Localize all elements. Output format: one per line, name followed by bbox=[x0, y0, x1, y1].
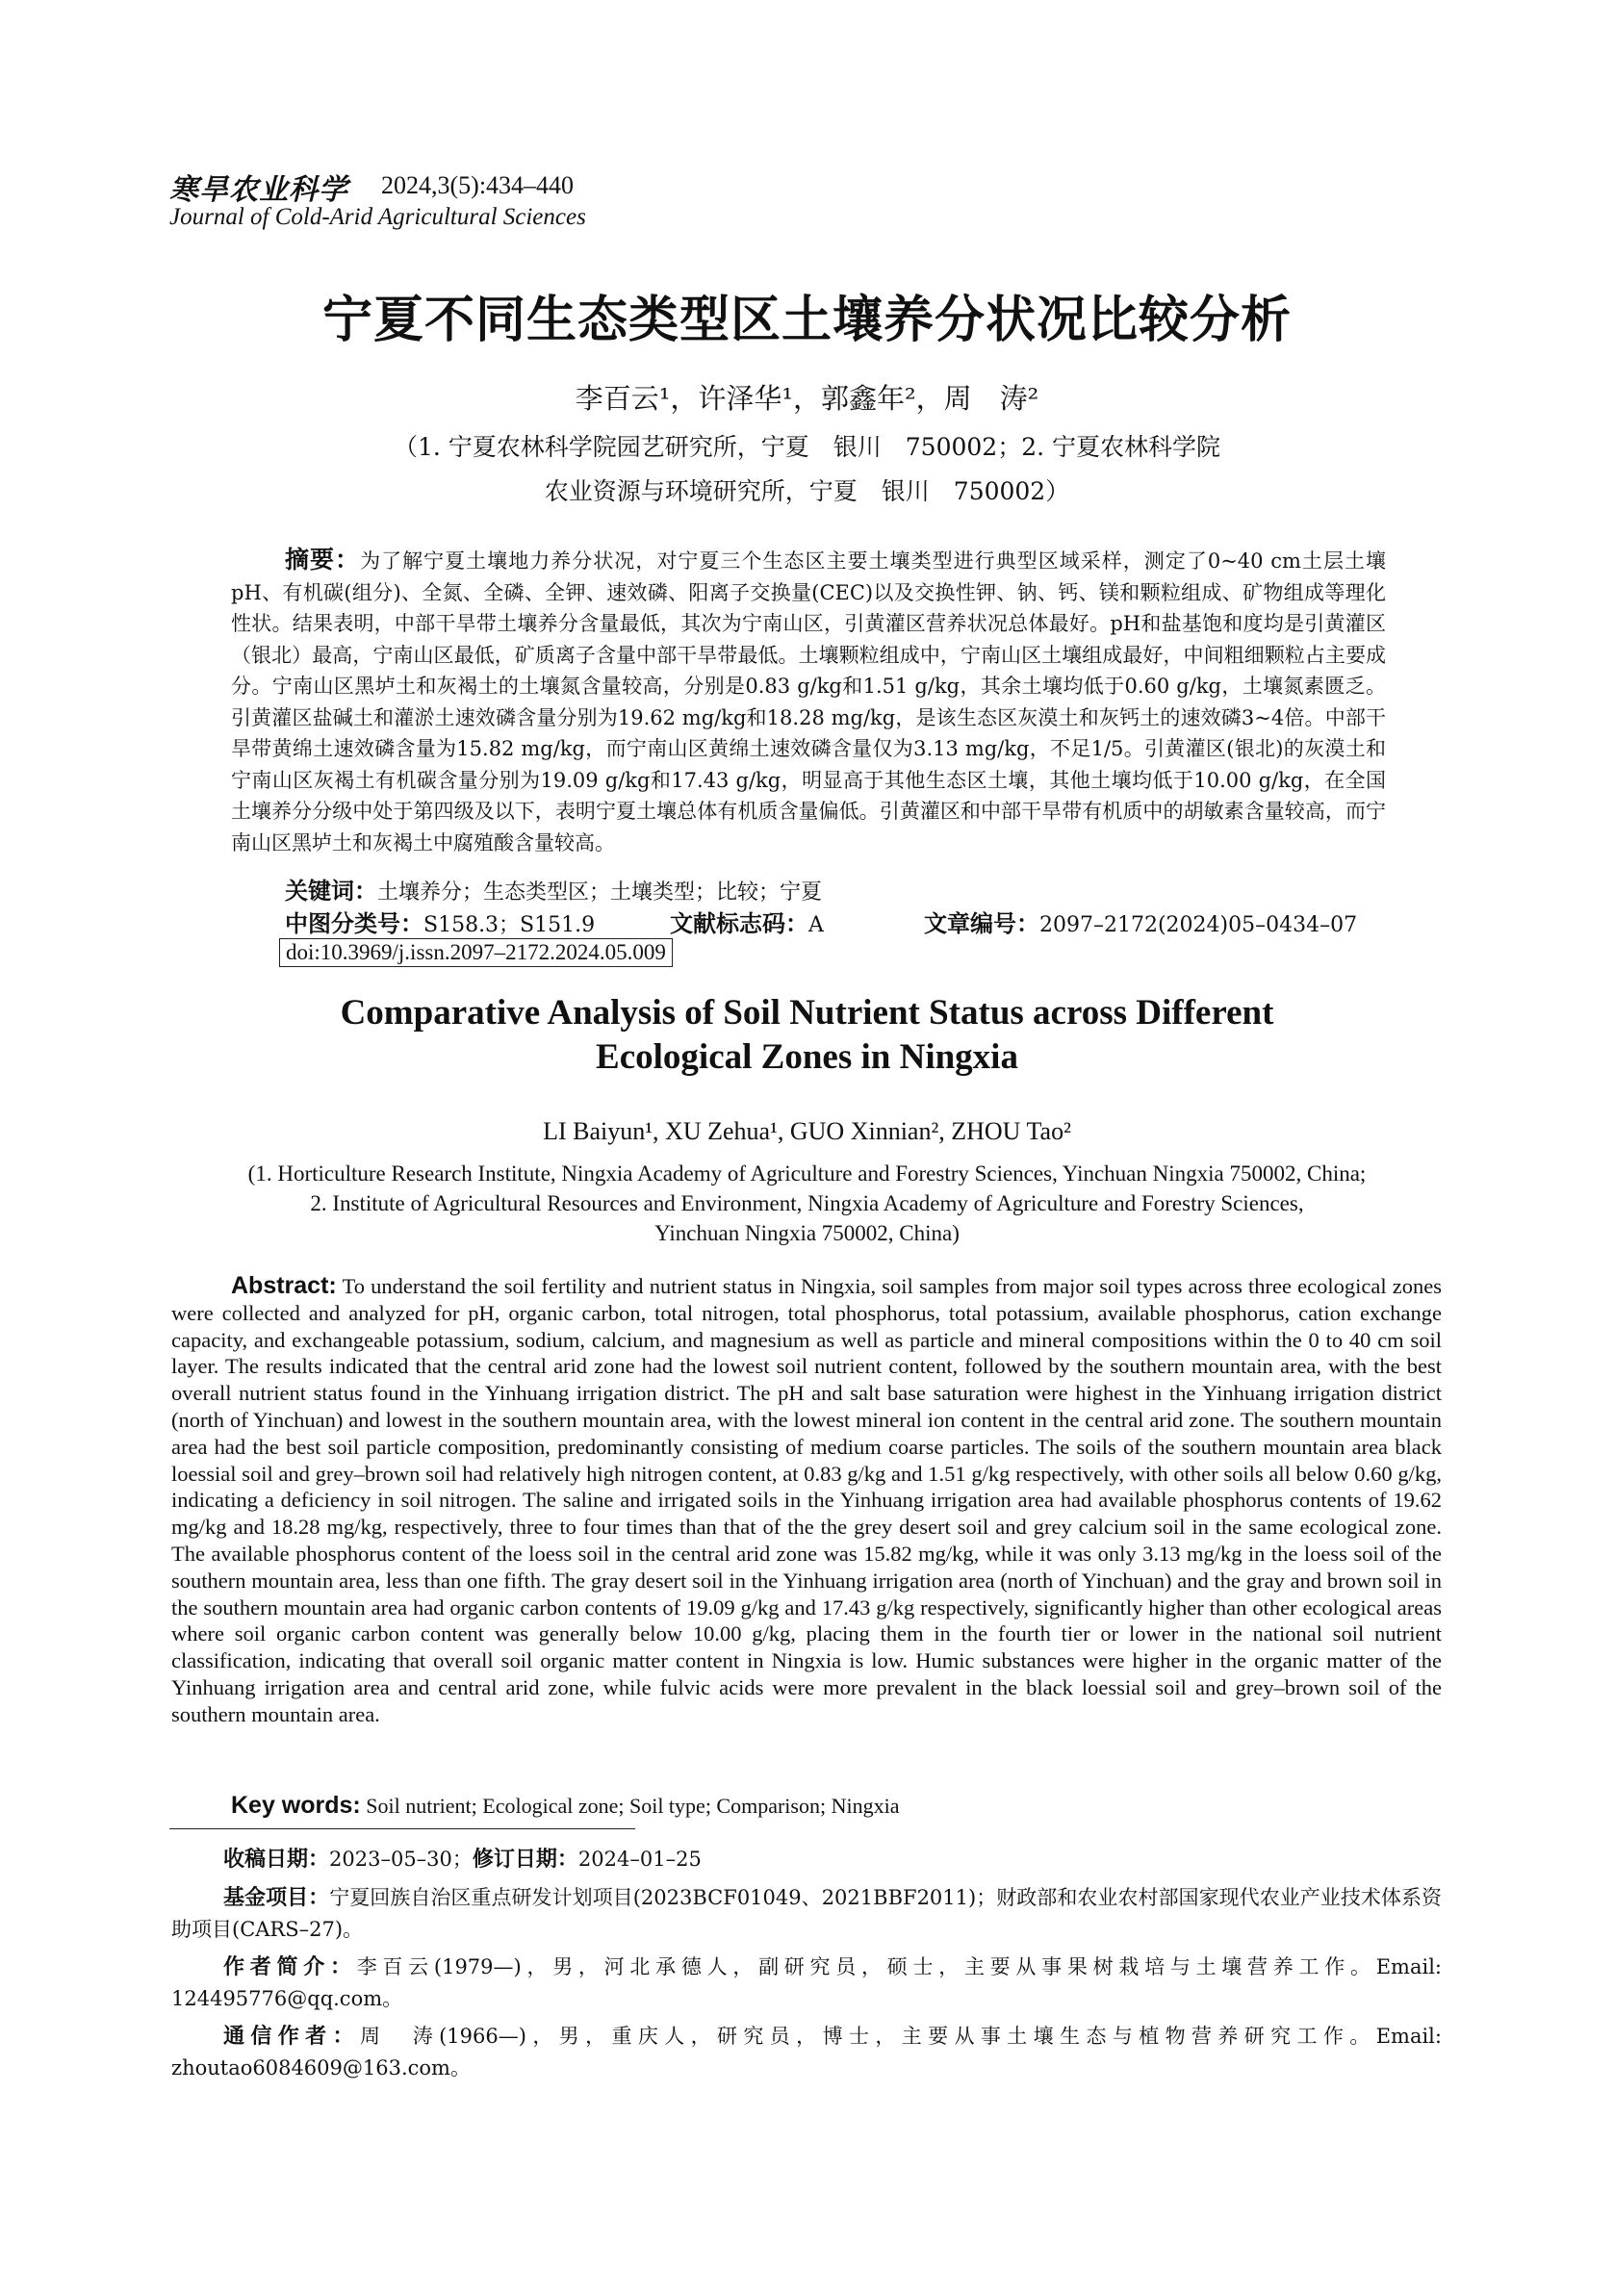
authors-cn: 李百云¹，许泽华¹，郭鑫年²，周 涛² bbox=[575, 382, 1039, 415]
doc-value: A bbox=[808, 913, 824, 937]
journal-name-cn: 寒旱农业科学 bbox=[169, 173, 348, 207]
affiliation-en-line: 2. Institute of Agricultural Resources and Environment, Ningxia Academy of Agriculture and Forestry Sciences, bbox=[310, 1191, 1304, 1215]
journal-issue: 2024,3(5):434–440 bbox=[381, 171, 575, 199]
affiliation-en-line: Yinchuan Ningxia 750002, China) bbox=[654, 1221, 960, 1245]
keywords-cn-label: 关键词： bbox=[285, 878, 377, 905]
keywords-cn-text: 土壤养分；生态类型区；土壤类型；比较；宁夏 bbox=[377, 880, 823, 905]
footnote-fund bbox=[171, 1882, 1442, 1945]
doc-label: 文献标志码： bbox=[670, 910, 808, 937]
paper-title-en bbox=[0, 991, 1614, 1080]
clc-label: 中图分类号： bbox=[285, 910, 423, 937]
article-label: 文章编号： bbox=[924, 910, 1039, 937]
corresponding-label: 通信作者： bbox=[223, 2025, 360, 2049]
received-date: 2023–05–30； bbox=[329, 1848, 473, 1871]
affiliation-cn-line: （1. 宁夏农林科学院园艺研究所，宁夏 银川 750002；2. 宁夏农林科学院 bbox=[393, 433, 1221, 461]
paper-title-cn: 宁夏不同生态类型区土壤养分状况比较分析 bbox=[321, 292, 1292, 349]
title-en-line: Ecological Zones in Ningxia bbox=[596, 1037, 1018, 1077]
article-value: 2097–2172(2024)05–0434–07 bbox=[1039, 913, 1358, 937]
affiliation-cn bbox=[0, 425, 1614, 514]
abstract-en-label: Abstract: bbox=[231, 1272, 337, 1299]
abstract-cn-text: 为了解宁夏土壤地力养分状况，对宁夏三个生态区主要土壤类型进行典型区域采样，测定了0~40 cm土层土壤pH、有机碳(组分)、全氮、全磷、全钾、速效磷、阳离子交换量(CEC)以及交换性钾、钠、钙、镁和颗粒组成、矿物组成等理化性状。结果表明，中部干旱带土壤养分含量最低，其次为宁南山区，引黄灌区营养状况总体最好。pH和盐基饱和度均是引黄灌区（银北）最高，宁南山区最低，矿质离子含量中部干旱带最低。土壤颗粒组成中，宁南山区土壤组成最好，中间粗细颗粒占主要成分。宁南山区黑垆土和灰褐土的土壤氮含量较高，分别是0.83 g/kg和1.51 g/kg，其余土壤均低于0.60 g/kg，土壤氮素匮乏。引黄灌区盐碱土和灌淤土速效磷含量分别为19.62 mg/kg和18.28 mg/kg，是该生态区灰漠土和灰钙土的速效磷3~4倍。中部干旱带黄绵土速效磷含量为15.82 mg/kg，而宁南山区黄绵土速效磷含量仅为3.13 mg/kg，不足1/5。引黄灌区(银北)的灰漠土和宁南山区灰褐土有机碳含量分别为19.09 g/kg和17.43 g/kg，明显高于其他生态区土壤，其他土壤均低于10.00 g/kg，在全国土壤养分分级中处于第四级及以下，表明宁夏土壤总体有机质含量偏低。引黄灌区和中部干旱带有机质中的胡敏素含量较高，而宁南山区黑垆土和灰褐土中腐殖酸含量较高。 bbox=[231, 549, 1386, 855]
footnote-corresponding bbox=[171, 2021, 1442, 2083]
revised-date: 2024–01–25 bbox=[577, 1848, 702, 1871]
keywords-en bbox=[231, 1792, 899, 1820]
affiliation-en-line: (1. Horticulture Research Institute, Ningxia Academy of Agriculture and Forestry Sciences, Yinchuan Ningxia 750002, China; bbox=[247, 1161, 1367, 1186]
abstract-cn-label: 摘要： bbox=[285, 546, 361, 574]
footnote-author bbox=[171, 1952, 1442, 2014]
author-info-label: 作者简介： bbox=[223, 1955, 357, 1979]
footnote-divider bbox=[169, 1828, 635, 1829]
affiliation-en bbox=[0, 1159, 1614, 1248]
footnote-dates bbox=[171, 1844, 1442, 1875]
abstract-cn bbox=[231, 545, 1386, 858]
doi-link[interactable]: doi:10.3969/j.issn.2097–2172.2024.05.009 bbox=[279, 938, 673, 967]
received-label: 收稿日期： bbox=[223, 1848, 330, 1872]
abstract-en bbox=[171, 1273, 1442, 1728]
author-info-text: 李百云(1979—)，男，河北承德人，副研究员，硕士，主要从事果树栽培与土壤营养工作。Email: 124495776@qq.com。 bbox=[171, 1955, 1442, 2010]
corresponding-text: 周 涛(1966—)，男，重庆人，研究员，博士，主要从事土壤生态与植物营养研究工作。Email: zhoutao6084609@163.com。 bbox=[171, 2025, 1442, 2079]
journal-name-en: Journal of Cold-Arid Agricultural Sciences bbox=[169, 204, 586, 230]
keywords-cn bbox=[285, 872, 822, 906]
clc-code bbox=[285, 905, 595, 938]
keywords-en-text: Soil nutrient; Ecological zone; Soil type; Comparison; Ningxia bbox=[366, 1794, 900, 1818]
clc-value: S158.3；S151.9 bbox=[423, 913, 596, 937]
abstract-en-text: To understand the soil fertility and nutrient status in Ningxia, soil samples from major soil types across three ecological zones were collected and analyzed for pH, organic carbon, total nitrogen, total phosphorus, total potassium, available phosphorus, cation exchange capacity, and exchangeable potassium, sodium, calcium, and magnesium as well as particle and mineral compositions within the 0 to 40 cm soil layer. The results indicated that the central arid zone had the lowest soil nutrient content, followed by the southern mountain area, with the best overall nutrient status found in the Yinhuang irrigation district. The pH and salt base saturation were highest in the Yinhuang irrigation district (north of Yinchuan) and lowest in the southern mountain area, with the lowest mineral ion content in the central arid zone. The southern mountain area had the best soil particle composition, predominantly consisting of medium coarse particles. The soils of the southern mountain area black loessial soil and grey–brown soil had relatively high nitrogen content, at 0.83 g/kg and 1.51 g/kg respectively, with other soils all below 0.60 g/kg, indicating a deficiency in soil nitrogen. The saline and irrigated soils in the Yinhuang irrigation area had available phosphorus contents of 19.62 mg/kg and 18.28 mg/kg, respectively, three to four times than that of the the grey desert soil and grey calcium soil in the same ecological zone. The available phosphorus content of the loess soil in the central arid zone was 15.82 mg/kg, while it was only 3.13 mg/kg in the loess soil of the southern mountain area, less than one fifth. The gray desert soil in the Yinhuang irrigation area (north of Yinchuan) and the gray and brown soil in the southern mountain area had organic carbon contents of 19.09 g/kg and 17.43 g/kg respectively, significantly higher than other ecological areas where soil organic carbon content was generally below 10.00 g/kg, placing them in the fourth tier or lower in the national soil nutrient classification, indicating that overall soil organic matter content in Ningxia is low. Humic substances were higher in the organic matter of the Yinhuang irrigation area and central arid zone, while fulvic acids were more prevalent in the black loessial soil and grey–brown soil of the southern mountain area. bbox=[171, 1274, 1443, 1726]
keywords-en-label: Key words: bbox=[231, 1792, 361, 1819]
revised-label: 修订日期： bbox=[472, 1848, 578, 1872]
authors-en: LI Baiyun¹, XU Zehua¹, GUO Xinnian², ZHOU Tao² bbox=[543, 1117, 1071, 1145]
fund-label: 基金项目： bbox=[223, 1886, 330, 1910]
article-number bbox=[924, 905, 1357, 938]
title-en-line: Comparative Analysis of Soil Nutrient Status across Different bbox=[340, 993, 1274, 1033]
fund-text: 宁夏回族自治区重点研发计划项目(2023BCF01049、2021BBF2011)；财政部和农业农村部国家现代农业产业技术体系资助项目(CARS–27)。 bbox=[171, 1886, 1442, 1941]
affiliation-cn-line: 农业资源与环境研究所，宁夏 银川 750002） bbox=[544, 477, 1070, 505]
doc-code bbox=[670, 905, 824, 938]
